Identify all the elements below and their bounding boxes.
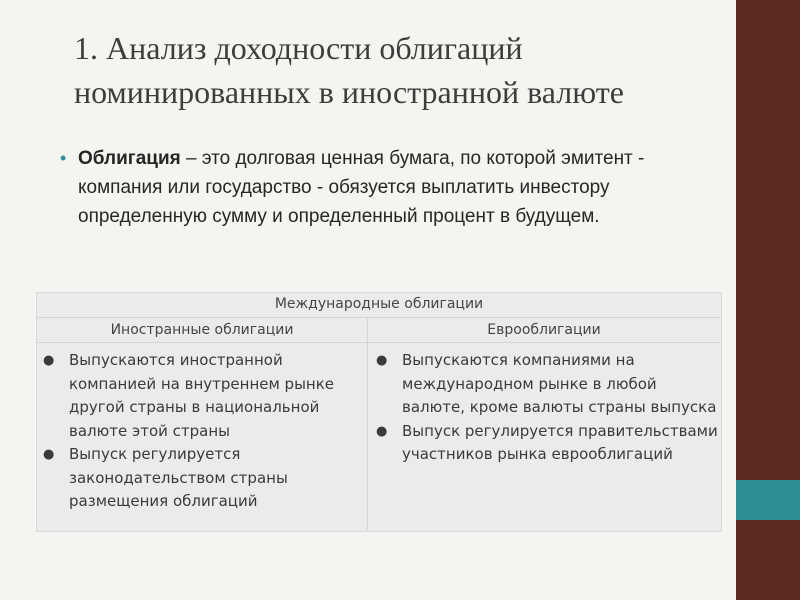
- definition-text: – это долговая ценная бумага, по которой эмитент - компания или государство - обязуется выплатить инвестору определенную сумму и определенный процент в будущем.: [78, 148, 645, 227]
- side-accent-block: [736, 480, 800, 520]
- list-item-text: Выпускаются иностранной компанией на внутреннем рынке другой страны в национальной валюте этой страны: [69, 351, 335, 440]
- list-item-text: Выпуск регулируется законодательством страны размещения облигаций: [69, 445, 288, 510]
- list-item-text: Выпуск регулируется правительствами участников рынка еврооблигаций: [402, 421, 718, 463]
- bonds-table: [36, 292, 722, 532]
- bullet-dot-icon: •: [60, 148, 67, 168]
- table-header: Международные облигации: [37, 293, 721, 318]
- column-header-foreign: Иностранные облигации: [110, 322, 294, 338]
- list-item-text: Выпускаются компаниями на международном рынке в любой валюте, кроме валюты страны выпуска: [402, 351, 717, 416]
- definition-bullet: [60, 144, 700, 231]
- foreign-bonds-column: [37, 349, 361, 514]
- list-item: [370, 420, 718, 467]
- definition-paragraph: [78, 144, 700, 231]
- list-item: [37, 443, 361, 514]
- bullet-icon: ●: [43, 447, 55, 462]
- title-line-2: номинированных в иностранной валюте: [74, 74, 624, 110]
- column-header-eurobonds: Еврооблигации: [487, 322, 601, 338]
- bullet-icon: ●: [43, 353, 55, 368]
- list-item: [37, 349, 361, 443]
- column-divider: [367, 318, 368, 530]
- definition-term: Облигация: [78, 148, 181, 169]
- eurobonds-column: [370, 349, 718, 467]
- bullet-icon: ●: [376, 423, 388, 439]
- table-column-headers: [37, 318, 721, 343]
- list-item: [370, 349, 718, 420]
- title-line-1: 1. Анализ доходности облигаций: [74, 30, 523, 66]
- bullet-icon: ●: [376, 353, 388, 368]
- slide-title: [74, 26, 724, 114]
